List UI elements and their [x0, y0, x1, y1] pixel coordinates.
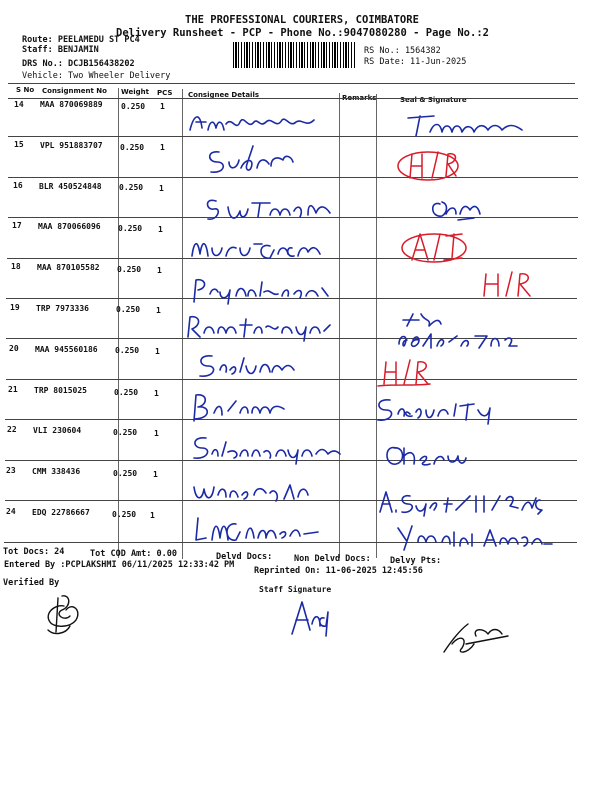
company-title: THE PROFESSIONAL COURIERS, COIMBATORE [185, 14, 419, 26]
stamp-seal-17 [396, 228, 474, 270]
row-20-pcs: 1 [155, 347, 160, 356]
signature-seal-19 [395, 310, 525, 350]
tot-docs: Tot Docs: 24 [3, 547, 65, 557]
col-weight: Weight [121, 88, 149, 96]
signature-consignee-14 [186, 108, 326, 138]
row-22-weight: 0.250 [113, 428, 138, 437]
row-15-pcs: 1 [160, 143, 165, 152]
stamp-seal-20 [374, 356, 434, 388]
row-23-sno: 23 [6, 466, 16, 475]
col-pcs: PCS [157, 89, 173, 97]
row-23-weight: 0.250 [113, 469, 138, 478]
col-consignment: Consignment No [42, 87, 107, 95]
row-17-weight: 0.250 [118, 224, 143, 233]
row-17-sno: 17 [12, 221, 22, 230]
signature-consignee-24 [192, 510, 362, 546]
rs-date: RS Date: 11-Jun-2025 [364, 57, 467, 67]
signature-consignee-21 [186, 391, 296, 427]
staff-label: Staff: BENJAMIN [22, 45, 99, 55]
row-20-consignment: MAA 945560186 [35, 345, 98, 354]
col-seal: Seal & Signature [400, 96, 467, 104]
stamp-seal-15 [394, 146, 464, 186]
row-18-weight: 0.250 [117, 265, 142, 274]
col-remarks: Remarks [342, 94, 377, 102]
row-21-sno: 21 [8, 385, 18, 394]
signature-seal-16 [428, 192, 488, 226]
row-18-pcs: 1 [157, 266, 162, 275]
verifier-signature [40, 592, 90, 638]
row-22-sno: 22 [7, 425, 17, 434]
row-24-weight: 0.250 [112, 510, 137, 519]
rs-number: RS No.: 1564382 [364, 46, 441, 56]
row-19-sno: 19 [10, 303, 20, 312]
row-16-sno: 16 [13, 181, 23, 190]
row-16-weight: 0.250 [119, 183, 144, 192]
staff-signature-label: Staff Signature [259, 585, 332, 594]
col-divider [118, 88, 119, 558]
row-14-consignment: MAA 870069889 [40, 100, 103, 109]
delivered-docs: Delvd Docs: [216, 552, 273, 562]
runsheet-title: Delivery Runsheet - PCP - Phone No.:9047080280 - Page No.:2 [116, 27, 489, 39]
signature-consignee-22 [188, 434, 348, 466]
signature-seal-22 [380, 440, 470, 474]
signature-seal-23 [372, 486, 572, 516]
row-rule [8, 98, 578, 99]
row-16-pcs: 1 [159, 184, 164, 193]
row-24-sno: 24 [6, 507, 16, 516]
non-delivered-docs: Non Delvd Docs: [294, 554, 371, 564]
signature-consignee-17 [188, 232, 338, 264]
row-19-pcs: 1 [156, 306, 161, 315]
row-24-pcs: 1 [150, 511, 155, 520]
row-18-consignment: MAA 870105582 [37, 263, 100, 272]
signature-seal-14 [404, 112, 534, 140]
row-19-consignment: TRP 7973336 [36, 304, 89, 313]
verified-by-label: Verified By [3, 578, 60, 588]
corner-signature [438, 614, 518, 658]
signature-seal-24 [394, 522, 564, 554]
signature-consignee-16 [200, 193, 340, 225]
row-20-sno: 20 [9, 344, 19, 353]
barcode [233, 42, 355, 68]
row-20-weight: 0.250 [115, 346, 140, 355]
row-16-consignment: BLR 450524848 [39, 182, 102, 191]
row-15-consignment: VPL 951883707 [40, 141, 103, 150]
staff-signature [286, 598, 336, 638]
row-18-sno: 18 [11, 262, 21, 271]
row-17-pcs: 1 [158, 225, 163, 234]
stamp-seal-18 [474, 268, 540, 300]
tot-cod-amount: Tot COD Amt: 0.00 [90, 549, 177, 559]
row-23-consignment: CMM 338436 [32, 467, 81, 476]
row-23-pcs: 1 [153, 470, 158, 479]
row-22-consignment: VLI 230604 [33, 426, 82, 435]
col-consignee: Consignee Details [188, 91, 260, 99]
vehicle-label: Vehicle: Two Wheeler Delivery [22, 71, 171, 81]
row-14-sno: 14 [14, 100, 24, 109]
row-22-pcs: 1 [154, 429, 159, 438]
table-top-rule [8, 83, 575, 84]
col-sno: S No [16, 86, 35, 94]
signature-consignee-18 [188, 274, 338, 306]
row-15-weight: 0.250 [120, 143, 145, 152]
delivery-points: Delvy Pts: [390, 556, 442, 566]
row-19-weight: 0.250 [116, 305, 141, 314]
signature-consignee-15 [205, 144, 305, 178]
route-label: Route: PEELAMEDU ST PC4 [22, 35, 140, 45]
signature-consignee-20 [192, 350, 312, 380]
entered-by: Entered By :PCPLAKSHMI 06/11/2025 12:33:42 PM [4, 560, 235, 570]
signature-consignee-19 [182, 311, 342, 345]
row-21-weight: 0.250 [114, 388, 139, 397]
row-21-consignment: TRP 8015025 [34, 386, 87, 395]
row-24-consignment: EDQ 22786667 [32, 508, 90, 517]
row-15-sno: 15 [14, 140, 24, 149]
signature-seal-21 [372, 394, 502, 428]
row-21-pcs: 1 [154, 389, 159, 398]
row-14-pcs: 1 [160, 102, 165, 111]
signature-consignee-23 [190, 475, 330, 509]
drs-number: DRS No.: DCJB156438202 [22, 59, 135, 69]
row-14-weight: 0.250 [121, 102, 146, 111]
reprinted-on: Reprinted On: 11-06-2025 12:45:56 [254, 566, 423, 576]
row-17-consignment: MAA 870066096 [38, 222, 101, 231]
